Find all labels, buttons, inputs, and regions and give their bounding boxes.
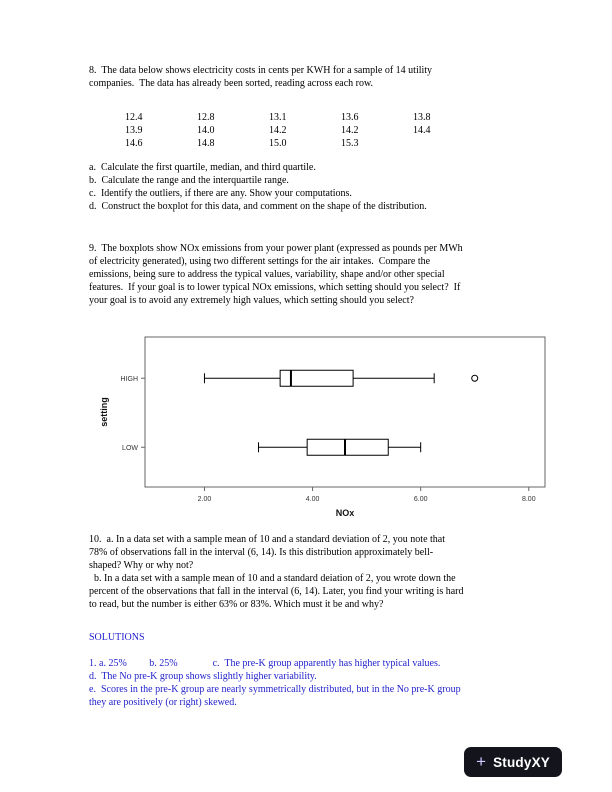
svg-text:2.00: 2.00	[197, 496, 212, 503]
text-line: b. In a data set with a sample mean of 10 and a standard deiation of 2, you wrote down the	[89, 573, 456, 584]
question-10-text	[89, 533, 524, 611]
text-line: shaped? Why or why not?	[89, 560, 194, 571]
q8-subquestions	[89, 161, 524, 213]
data-cell: 13.9	[125, 125, 143, 136]
data-cell: 14.4	[413, 125, 431, 136]
text-line: 8. The data below shows electricity costs in cents per KWH for a sample of 14 utility	[89, 65, 433, 76]
text-line: of electricity generated), using two different settings for the air intakes. Compare the	[89, 256, 431, 267]
question-9-text	[89, 242, 524, 307]
text-line: 1. a. 25% b. 25% c. The pre-K group apparently has higher typical values.	[89, 658, 441, 669]
text-line: e. Scores in the pre-K group are nearly symmetrically distributed, but in the No pre-K group	[89, 684, 461, 695]
plus-icon: +	[476, 751, 487, 771]
text-line: 78% of observations fall in the interval (6, 14). Is this distribution approximately bell-	[89, 547, 434, 558]
svg-text:6.00: 6.00	[413, 496, 428, 503]
data-cell: 14.2	[341, 125, 359, 136]
data-cell: 12.4	[125, 112, 143, 123]
data-cell: 14.8	[197, 138, 215, 149]
data-cell: 14.6	[125, 138, 143, 149]
data-cell: 14.2	[269, 125, 287, 136]
data-cell: 13.8	[413, 112, 431, 123]
q8-data-table	[125, 111, 524, 150]
text-line: b. Calculate the range and the interquartile range.	[89, 175, 289, 186]
svg-text:4.00: 4.00	[305, 496, 320, 503]
data-cell: 15.3	[341, 138, 359, 149]
svg-text:8.00: 8.00	[521, 496, 536, 503]
studyxy-logo	[464, 747, 562, 777]
text-line: d. Construct the boxplot for this data, and comment on the shape of the distribution.	[89, 201, 427, 212]
question-8-text	[89, 64, 524, 90]
svg-text:NOx: NOx	[335, 508, 355, 518]
text-line: c. Identify the outliers, if there are any. Show your computations.	[89, 188, 352, 199]
text-line: a. Calculate the first quartile, median, and third quartile.	[89, 162, 316, 173]
solutions-text	[89, 657, 524, 709]
text-line: 10. a. In a data set with a sample mean of 10 and a standard deviation of 2, you note that	[89, 534, 446, 545]
data-cell: 13.6	[341, 112, 359, 123]
text-line: d. The No pre-K group shows slightly higher variability.	[89, 671, 317, 682]
svg-text:setting: setting	[99, 397, 109, 427]
text-line: they are positively (or right) skewed.	[89, 697, 237, 708]
solutions-heading: SOLUTIONS	[89, 632, 145, 643]
text-line: to read, but the number is either 63% or 83%. Which must it be and why?	[89, 599, 384, 610]
text-line: features. If your goal is to lower typical NOx emissions, which setting should you select? If	[89, 282, 461, 293]
data-cell: 14.0	[197, 125, 215, 136]
svg-text:LOW: LOW	[122, 444, 138, 452]
text-line: percent of the observations that fall in the interval (6, 14). Later, you find your writing is hard	[89, 586, 464, 597]
boxplot-figure	[93, 334, 536, 526]
nox-boxplot-chart	[93, 334, 563, 522]
svg-text:HIGH: HIGH	[120, 375, 138, 383]
data-cell: 12.8	[197, 112, 215, 123]
text-line: emissions, being sure to address the typical values, variability, shape and/or other special	[89, 269, 445, 280]
data-cell: 15.0	[269, 138, 287, 149]
text-line: 9. The boxplots show NOx emissions from your power plant (expressed as pounds per MWh	[89, 243, 463, 254]
text-line: your goal is to avoid any extremely high values, which setting should you select?	[89, 295, 414, 306]
text-line: companies. The data has already been sorted, reading across each row.	[89, 78, 374, 89]
logo-text: StudyXY	[493, 754, 550, 770]
data-cell: 13.1	[269, 112, 287, 123]
